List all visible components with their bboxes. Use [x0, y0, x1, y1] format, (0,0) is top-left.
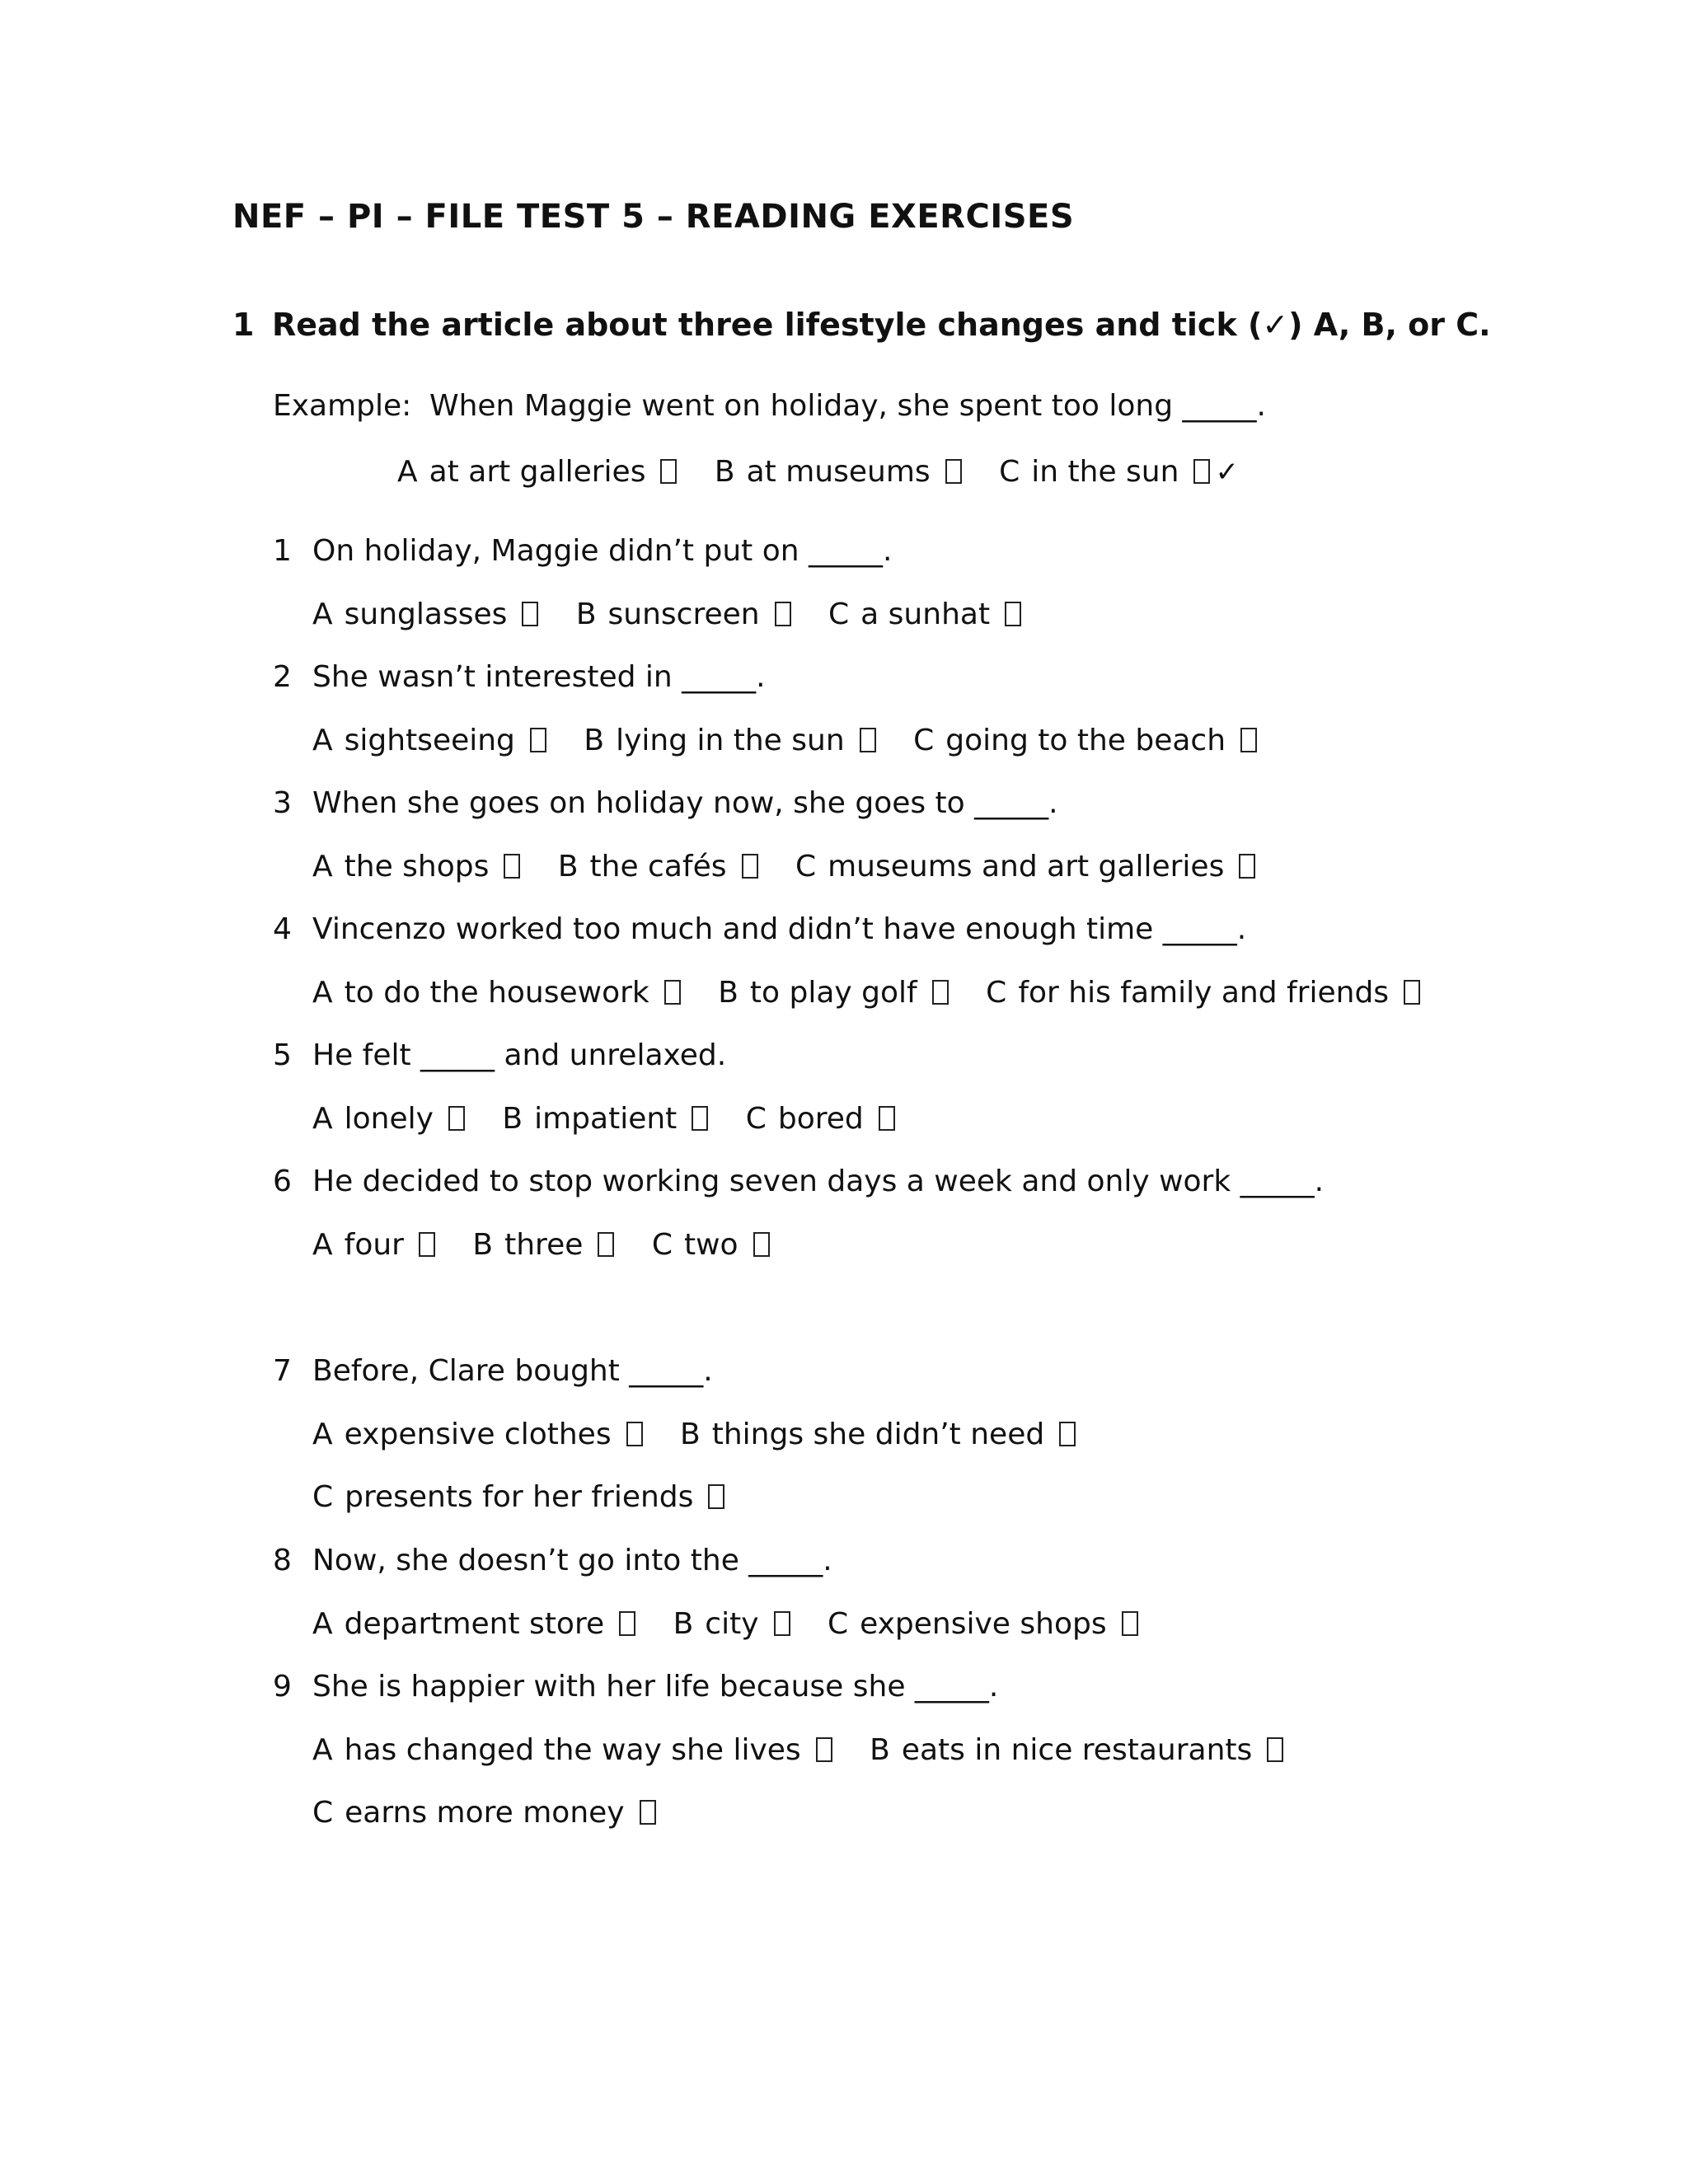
- option-text: at museums: [746, 455, 931, 489]
- option-text: sightseeing: [344, 724, 515, 757]
- question-text: She is happier with her life because she _____.: [312, 1670, 999, 1704]
- question-text: He felt _____ and unrelaxed.: [312, 1038, 727, 1072]
- question-number: 8: [273, 1544, 292, 1577]
- option-b[interactable]: [558, 850, 758, 883]
- option-text: for his family and friends: [1018, 976, 1390, 1010]
- option-c[interactable]: [795, 850, 1255, 883]
- option-text: lonely: [344, 1102, 434, 1136]
- checkbox[interactable]: [660, 459, 677, 484]
- question-number: 4: [273, 912, 292, 946]
- option-text: things she didn’t need: [711, 1418, 1045, 1451]
- page-title: NEF – PI – FILE TEST 5 – READING EXERCISES: [232, 198, 1075, 236]
- question-text: Before, Clare bought _____.: [312, 1354, 713, 1388]
- option-letter: C: [312, 1480, 334, 1514]
- option-letter: C: [999, 455, 1020, 489]
- question-9-options-row-2: [312, 1796, 684, 1830]
- option-c[interactable]: [312, 1480, 724, 1514]
- question-4: [273, 912, 1246, 946]
- question-text: Now, she doesn’t go into the _____.: [312, 1544, 832, 1577]
- option-text: earns more money: [345, 1796, 625, 1830]
- checkbox[interactable]: [932, 980, 949, 1005]
- question-3-options: [312, 850, 1283, 883]
- option-b[interactable]: [576, 598, 791, 631]
- option-text: sunscreen: [607, 598, 760, 631]
- question-8-options: [312, 1607, 1166, 1641]
- option-text: three: [504, 1228, 584, 1262]
- question-1: [273, 534, 892, 568]
- option-a[interactable]: [312, 1228, 435, 1262]
- option-c[interactable]: [652, 1228, 770, 1262]
- question-text: On holiday, Maggie didn’t put on _____.: [312, 534, 893, 568]
- option-letter: C: [913, 724, 935, 757]
- option-text: the cafés: [589, 850, 727, 883]
- question-number: 7: [273, 1354, 292, 1388]
- option-text: expensive clothes: [344, 1418, 612, 1451]
- option-text: bored: [777, 1102, 864, 1136]
- question-number: 2: [273, 660, 292, 694]
- question-5: [273, 1038, 726, 1072]
- option-a[interactable]: [312, 1733, 832, 1767]
- question-7: [273, 1354, 713, 1388]
- option-text: lying in the sun: [616, 724, 845, 757]
- option-letter: C: [795, 850, 817, 883]
- example-label: Example:: [273, 389, 412, 423]
- option-text: has changed the way she lives: [344, 1733, 801, 1767]
- option-letter: A: [312, 1607, 333, 1641]
- checkbox[interactable]: [879, 1106, 895, 1131]
- question-4-options: [312, 976, 1448, 1010]
- option-text: at art galleries: [429, 455, 646, 489]
- option-letter: B: [673, 1607, 694, 1641]
- option-c[interactable]: [913, 724, 1257, 757]
- option-text: presents for her friends: [345, 1480, 694, 1514]
- question-text: Vincenzo worked too much and didn’t have enough time _____.: [312, 912, 1247, 946]
- option-a[interactable]: [312, 976, 681, 1010]
- checkbox[interactable]: [598, 1232, 614, 1257]
- checkbox[interactable]: [1239, 854, 1255, 879]
- option-letter: B: [575, 598, 597, 631]
- option-letter: C: [651, 1228, 673, 1262]
- question-2: [273, 660, 766, 694]
- option-letter: C: [986, 976, 1007, 1010]
- option-c[interactable]: [312, 1796, 656, 1830]
- checkbox[interactable]: [1267, 1737, 1283, 1762]
- option-letter: B: [870, 1733, 890, 1767]
- question-text: She wasn’t interested in _____.: [312, 660, 766, 694]
- checkbox[interactable]: [775, 602, 791, 626]
- option-a[interactable]: [312, 1418, 643, 1451]
- option-letter: B: [714, 455, 735, 489]
- option-a[interactable]: [312, 1607, 635, 1641]
- question-text: He decided to stop working seven days a week and only work _____.: [312, 1165, 1325, 1198]
- question-2-options: [312, 724, 1285, 757]
- option-text: a sunhat: [860, 598, 991, 631]
- checkbox[interactable]: [419, 1232, 435, 1257]
- option-text: sunglasses: [344, 598, 508, 631]
- question-number: 5: [273, 1038, 292, 1072]
- option-letter: A: [312, 598, 333, 631]
- option-letter: A: [312, 1102, 333, 1136]
- option-letter: B: [502, 1102, 523, 1136]
- checkbox[interactable]: [708, 1484, 724, 1509]
- option-letter: A: [312, 976, 333, 1010]
- question-1-options: [312, 598, 1049, 631]
- exercise-number: 1: [232, 307, 255, 343]
- option-letter: B: [557, 850, 579, 883]
- question-9: [273, 1670, 998, 1704]
- instruction-text: Read the article about three lifestyle changes and tick (✓) A, B, or C.: [272, 307, 1491, 343]
- option-text: going to the beach: [945, 724, 1226, 757]
- option-c[interactable]: [828, 598, 1021, 631]
- question-5-options: [312, 1102, 923, 1136]
- checkbox[interactable]: [816, 1737, 832, 1762]
- example-option-a[interactable]: [397, 455, 677, 489]
- option-text: eats in nice restaurants: [901, 1733, 1253, 1767]
- option-letter: B: [680, 1418, 701, 1451]
- option-letter: A: [312, 1228, 333, 1262]
- option-text: city: [705, 1607, 759, 1641]
- checkbox[interactable]: [774, 1611, 790, 1636]
- option-letter: C: [312, 1796, 334, 1830]
- option-c[interactable]: [986, 976, 1420, 1010]
- option-letter: C: [827, 1607, 849, 1641]
- checkbox[interactable]: [753, 1232, 770, 1257]
- option-letter: A: [312, 1418, 333, 1451]
- option-letter: B: [718, 976, 738, 1010]
- option-letter: A: [312, 1733, 333, 1767]
- example-options: [397, 455, 1267, 489]
- option-letter: A: [397, 455, 418, 489]
- checkbox[interactable]: [1193, 459, 1210, 484]
- checkbox[interactable]: [504, 854, 520, 879]
- checkbox[interactable]: [664, 980, 681, 1005]
- example-option-c[interactable]: [999, 455, 1239, 489]
- checkbox[interactable]: [1240, 728, 1257, 752]
- question-number: 9: [273, 1670, 292, 1704]
- question-6: [273, 1165, 1324, 1198]
- option-text: to do the housework: [344, 976, 649, 1010]
- option-b[interactable]: [718, 976, 949, 1010]
- option-b[interactable]: [673, 1607, 790, 1641]
- example-option-b[interactable]: [715, 455, 962, 489]
- checkbox[interactable]: [692, 1106, 708, 1131]
- checkbox[interactable]: [1404, 980, 1420, 1005]
- question-number: 1: [273, 534, 292, 568]
- option-text: impatient: [534, 1102, 678, 1136]
- option-letter: A: [312, 850, 333, 883]
- question-6-options: [312, 1228, 798, 1262]
- checkbox[interactable]: [522, 602, 538, 626]
- question-number: 3: [273, 786, 292, 820]
- option-c[interactable]: [746, 1102, 895, 1136]
- checkbox[interactable]: [619, 1611, 635, 1636]
- checkbox[interactable]: [640, 1800, 656, 1825]
- question-3: [273, 786, 1058, 820]
- option-b[interactable]: [870, 1733, 1283, 1767]
- option-b[interactable]: [502, 1102, 708, 1136]
- option-letter: B: [472, 1228, 494, 1262]
- checkbox[interactable]: [945, 459, 962, 484]
- checkbox[interactable]: [1059, 1422, 1076, 1446]
- example-question: [273, 389, 1266, 423]
- checkbox[interactable]: [1122, 1611, 1138, 1636]
- question-8: [273, 1544, 832, 1577]
- option-a[interactable]: [312, 724, 546, 757]
- option-text: the shops: [344, 850, 490, 883]
- option-letter: C: [828, 598, 850, 631]
- option-text: to play golf: [749, 976, 917, 1010]
- example-question-text: When Maggie went on holiday, she spent too long _____.: [429, 389, 1266, 423]
- option-text: two: [683, 1228, 738, 1262]
- question-9-options: [312, 1733, 1311, 1767]
- question-number: 6: [273, 1165, 292, 1198]
- option-b[interactable]: [472, 1228, 614, 1262]
- option-a[interactable]: [312, 850, 520, 883]
- option-letter: B: [584, 724, 605, 757]
- option-letter: A: [312, 724, 333, 757]
- checkbox[interactable]: [448, 1106, 465, 1131]
- option-b[interactable]: [584, 724, 875, 757]
- option-text: four: [344, 1228, 404, 1262]
- checkbox[interactable]: [626, 1422, 643, 1446]
- option-text: in the sun: [1031, 455, 1179, 489]
- exercise-instruction: [232, 307, 1491, 343]
- checkbox[interactable]: [742, 854, 758, 879]
- question-text: When she goes on holiday now, she goes to _____.: [312, 786, 1058, 820]
- option-a[interactable]: [312, 598, 538, 631]
- checkbox[interactable]: [530, 728, 546, 752]
- option-b[interactable]: [680, 1418, 1076, 1451]
- option-text: museums and art galleries: [828, 850, 1225, 883]
- option-c[interactable]: [828, 1607, 1138, 1641]
- option-a[interactable]: [312, 1102, 465, 1136]
- checkbox[interactable]: [1005, 602, 1021, 626]
- question-7-options: [312, 1418, 1104, 1451]
- question-7-options-row-2: [312, 1480, 753, 1514]
- option-text: department store: [344, 1607, 605, 1641]
- option-letter: C: [745, 1102, 767, 1136]
- option-text: expensive shops: [860, 1607, 1107, 1641]
- check-mark-icon: ✓: [1215, 456, 1239, 489]
- checkbox[interactable]: [860, 728, 876, 752]
